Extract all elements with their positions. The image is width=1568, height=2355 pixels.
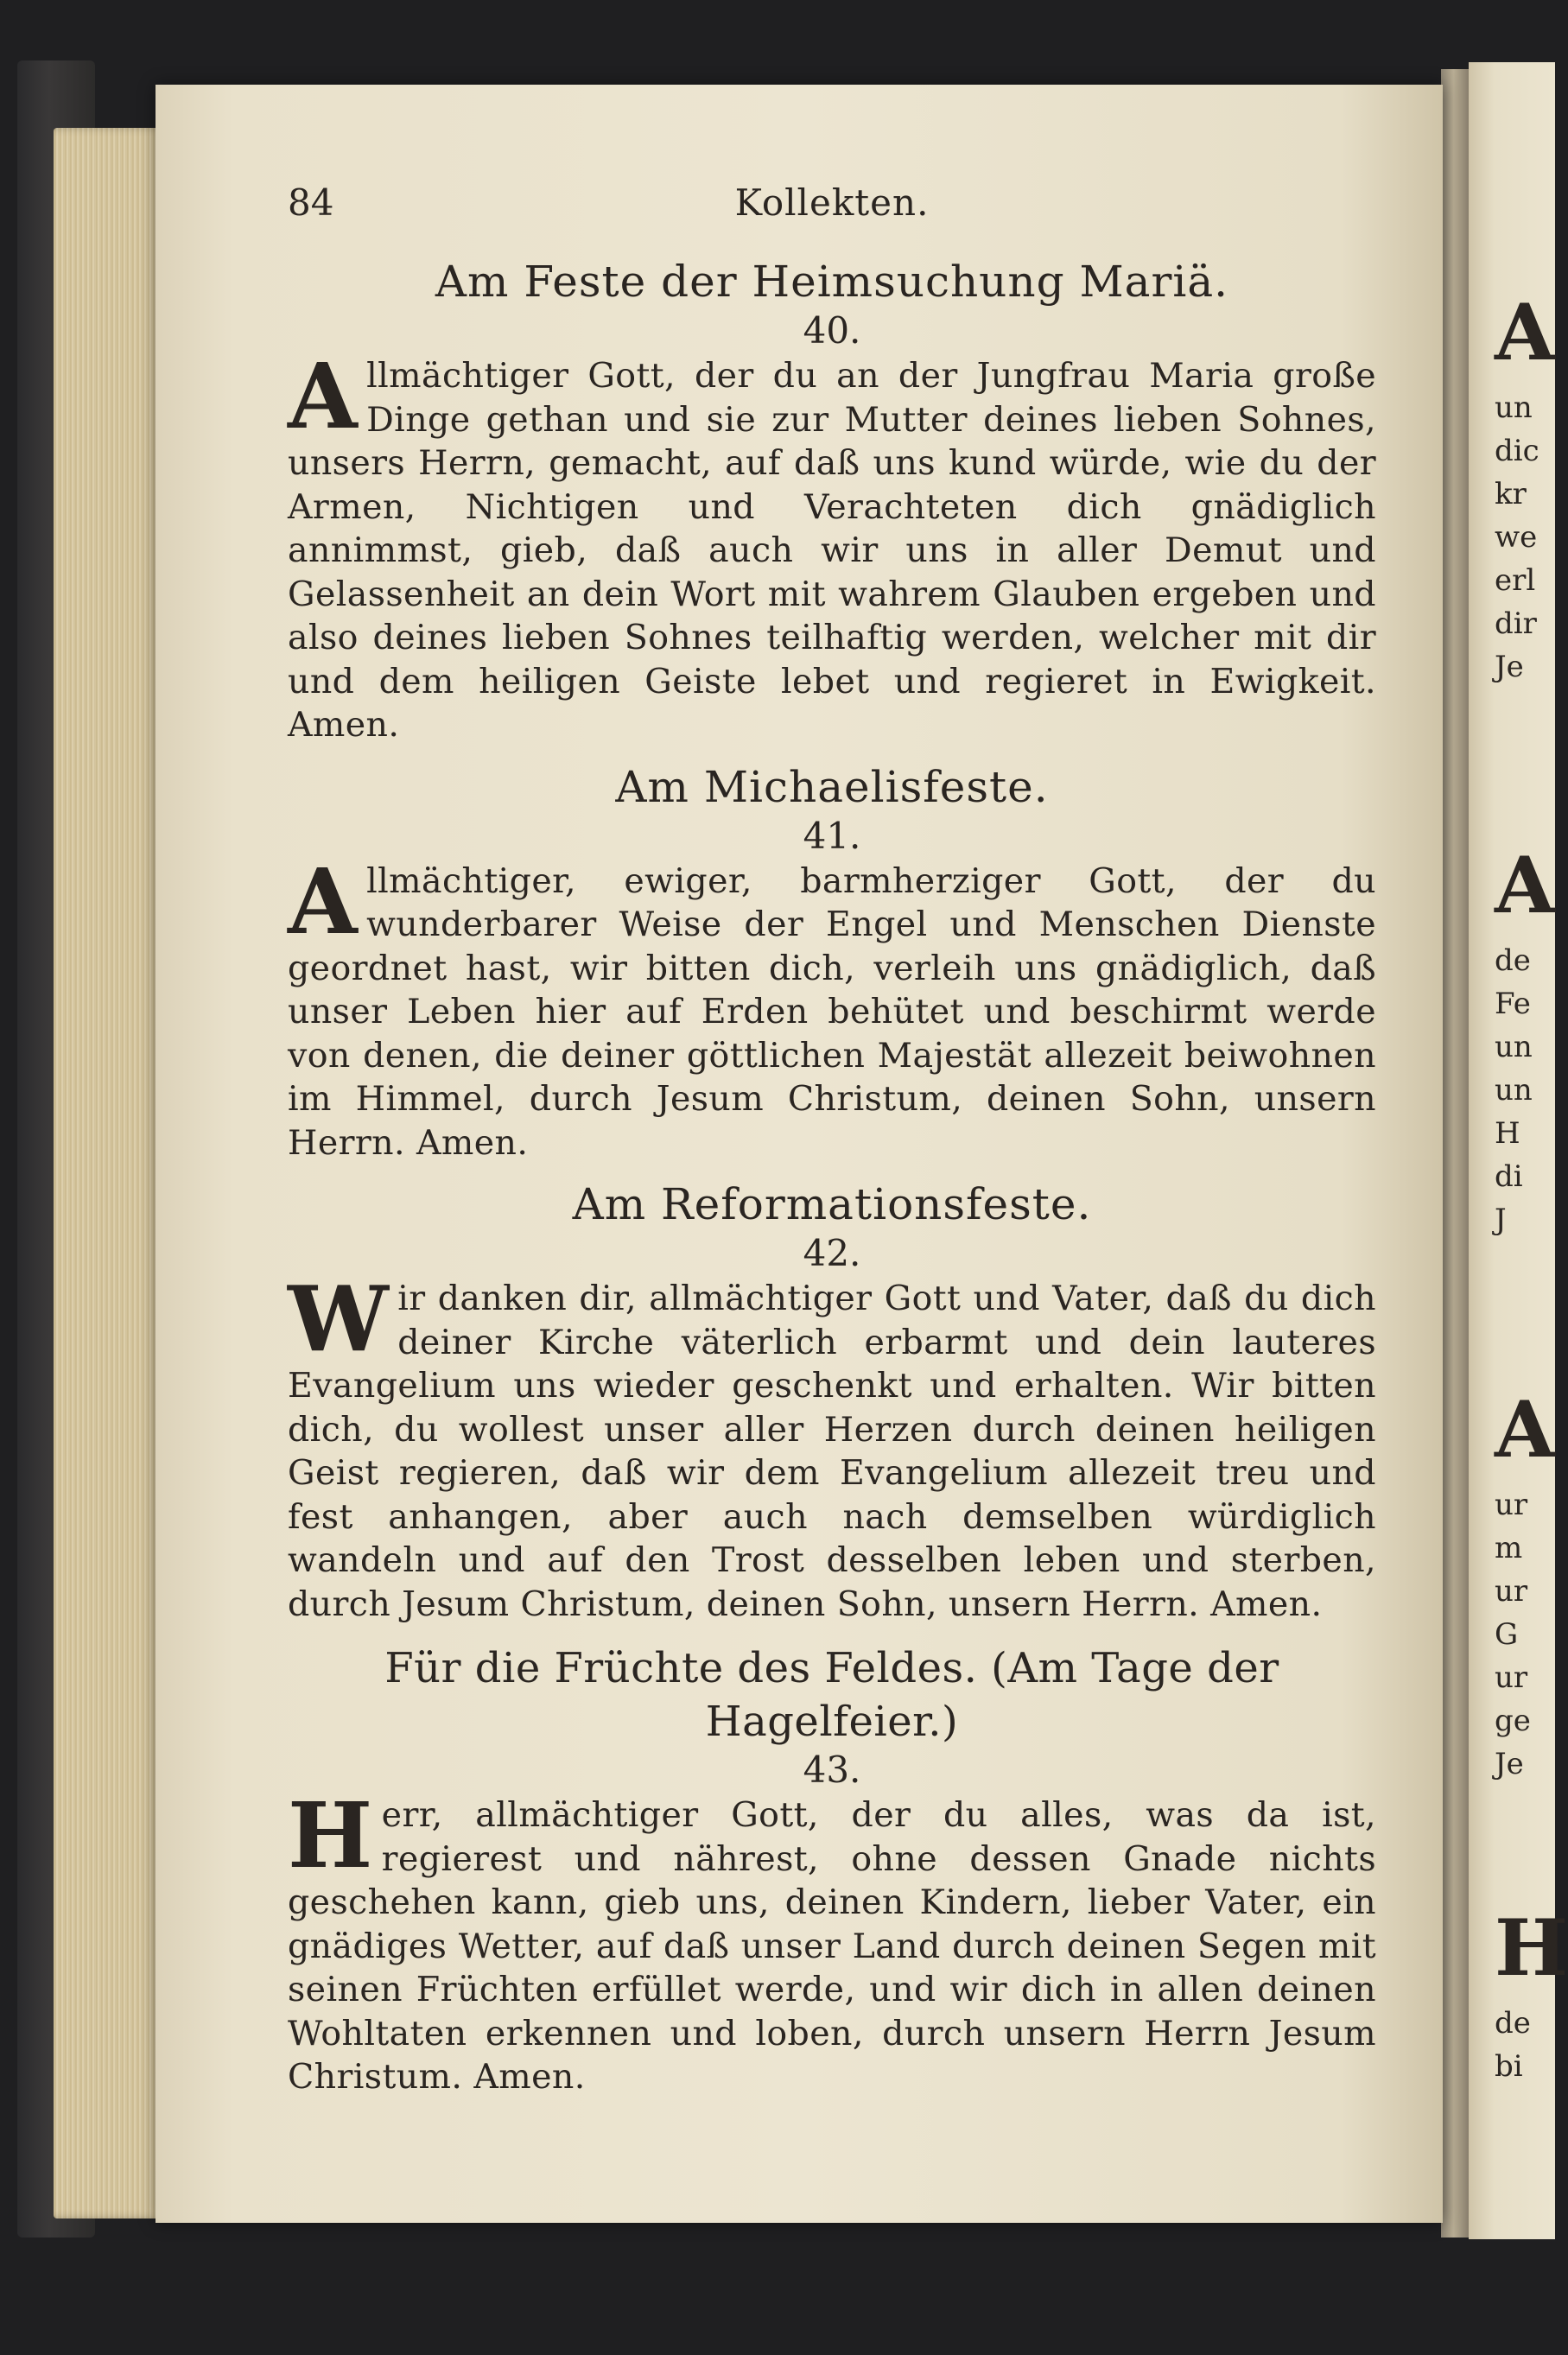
facing-page-text-fragment: ur (1495, 1574, 1528, 1609)
collect-body: ir danken dir, allmächtiger Gott und Vater, daß du dich deiner Kirche väterlich erbarmt und dein lauteres Evangelium uns wieder geschenkt und erhalten. Wir bitten dich, du wollest unser aller Herzen durch deinen heiligen Geist regieren, daß wir dem Evangelium allezeit treu und fest anhangen, aber auch nach demselben würdiglich wandeln und auf den Trost desselben leben und sterben, durch Jesum Christum, deinen Sohn, unsern Herrn. Amen. (288, 1279, 1376, 1624)
facing-page-text-fragment: di (1495, 1159, 1523, 1194)
facing-page-text-fragment: Fe (1495, 987, 1531, 1021)
section-heading: Für die Früchte des Feldes. (Am Tage der Hagelfeier.) (384, 1644, 1279, 1746)
collect-text (288, 343, 1376, 747)
facing-page-text-fragment: ur (1495, 1660, 1528, 1695)
facing-page-text-fragment: un (1495, 390, 1533, 425)
page-content (288, 181, 1376, 2110)
collect-text (288, 847, 1376, 1165)
section-heading: Am Feste der Heimsuchung Mariä. (435, 257, 1229, 307)
facing-page-text-fragment: dic (1495, 434, 1539, 468)
facing-page-text-fragment: J (1495, 1203, 1507, 1237)
facing-page-text-fragment: A (1495, 840, 1555, 931)
drop-cap: A (288, 847, 359, 955)
page-stack-edge (54, 128, 166, 2219)
facing-page-text-fragment: kr (1495, 477, 1527, 511)
running-title: Kollekten. (734, 181, 930, 224)
facing-page-text-fragment: H (1495, 1116, 1520, 1151)
page-number: 84 (288, 181, 334, 224)
facing-page-text-fragment: un (1495, 1030, 1533, 1064)
facing-page-text-fragment: erl (1495, 563, 1536, 598)
facing-page-text-fragment: G (1495, 1617, 1519, 1652)
collect-section-43 (288, 1641, 1376, 2099)
collect-number: 41. (803, 814, 861, 857)
collect-section-42 (288, 1177, 1376, 1626)
collect-section-40 (288, 254, 1376, 747)
drop-cap: W (288, 1266, 390, 1372)
collect-number: 42. (803, 1232, 861, 1274)
collect-body: err, allmächtiger Gott, der du alles, was da ist, regierest und nährest, ohne dessen Gnade nichts geschehen kann, gieb uns, deinen Kindern, lieber Vater, ein gnädiges Wetter, auf daß unser Land durch deinen Segen mit seinen Früchten erfüllet werde, und wir dich in allen deinen Wohltaten erkennen und loben, durch unsern Herrn Jesum Christum. Amen. (288, 1795, 1376, 2097)
drop-cap: A (288, 343, 359, 449)
section-heading: Am Michaelisfeste. (615, 761, 1049, 812)
drop-cap: H (288, 1782, 373, 1888)
facing-page-text-fragment: we (1495, 520, 1538, 555)
facing-page-text-fragment: de (1495, 943, 1531, 978)
facing-page-text-fragment: un (1495, 1073, 1533, 1108)
facing-page-text-fragment: de (1495, 2006, 1531, 2041)
facing-page-text-fragment: H (1495, 1902, 1568, 1994)
running-head (288, 181, 1376, 242)
facing-page-text-fragment: Je (1495, 650, 1524, 684)
facing-page-text-fragment: m (1495, 1531, 1523, 1565)
collect-text (288, 1782, 1376, 2099)
collect-number: 40. (803, 309, 861, 352)
collect-section-41 (288, 759, 1376, 1165)
facing-page-text-fragment: A (1495, 287, 1555, 378)
facing-page-text-fragment: Je (1495, 1747, 1524, 1781)
collect-body: llmächtiger, ewiger, barmherziger Gott, der du wunderbarer Weise der Engel und Menschen Dienste geordnet hast, wir bitten dich, verleih uns gnädiglich, daß unser Leben hier auf Erden behütet und beschirmt werde von denen, die deiner göttlichen Majestät allezeit beiwohnen im Himmel, durch Jesum Christum, deinen Sohn, unsern Herrn. Amen. (288, 860, 1376, 1163)
facing-page-text-fragment: ur (1495, 1488, 1528, 1522)
facing-page-text-fragment: dir (1495, 606, 1537, 641)
facing-page-fragment (1469, 62, 1568, 2239)
collect-number: 43. (803, 1749, 861, 1791)
facing-page-text-fragment: A (1495, 1384, 1555, 1476)
collect-body: llmächtiger Gott, der du an der Jungfrau Maria große Dinge gethan und sie zur Mutter deines lieben Sohnes, unsers Herrn, gemacht, auf daß uns kund würde, wie du der Armen, Nichtigen und Verachteten dich gnädiglich annimmst, gieb, daß auch wir uns in aller Demut und Gelassenheit an dein Wort mit wahrem Glauben ergeben und also deines lieben Sohnes teilhaftig werden, welcher mit dir und dem heiligen Geiste lebet und regieret in Ewigkeit. Amen. (288, 356, 1376, 745)
collect-text (288, 1266, 1376, 1626)
book-gutter (1441, 69, 1472, 2238)
facing-page-text-fragment: bi (1495, 2049, 1523, 2084)
section-heading: Am Reformationsfeste. (572, 1179, 1092, 1229)
facing-page-text-fragment: ge (1495, 1704, 1531, 1738)
